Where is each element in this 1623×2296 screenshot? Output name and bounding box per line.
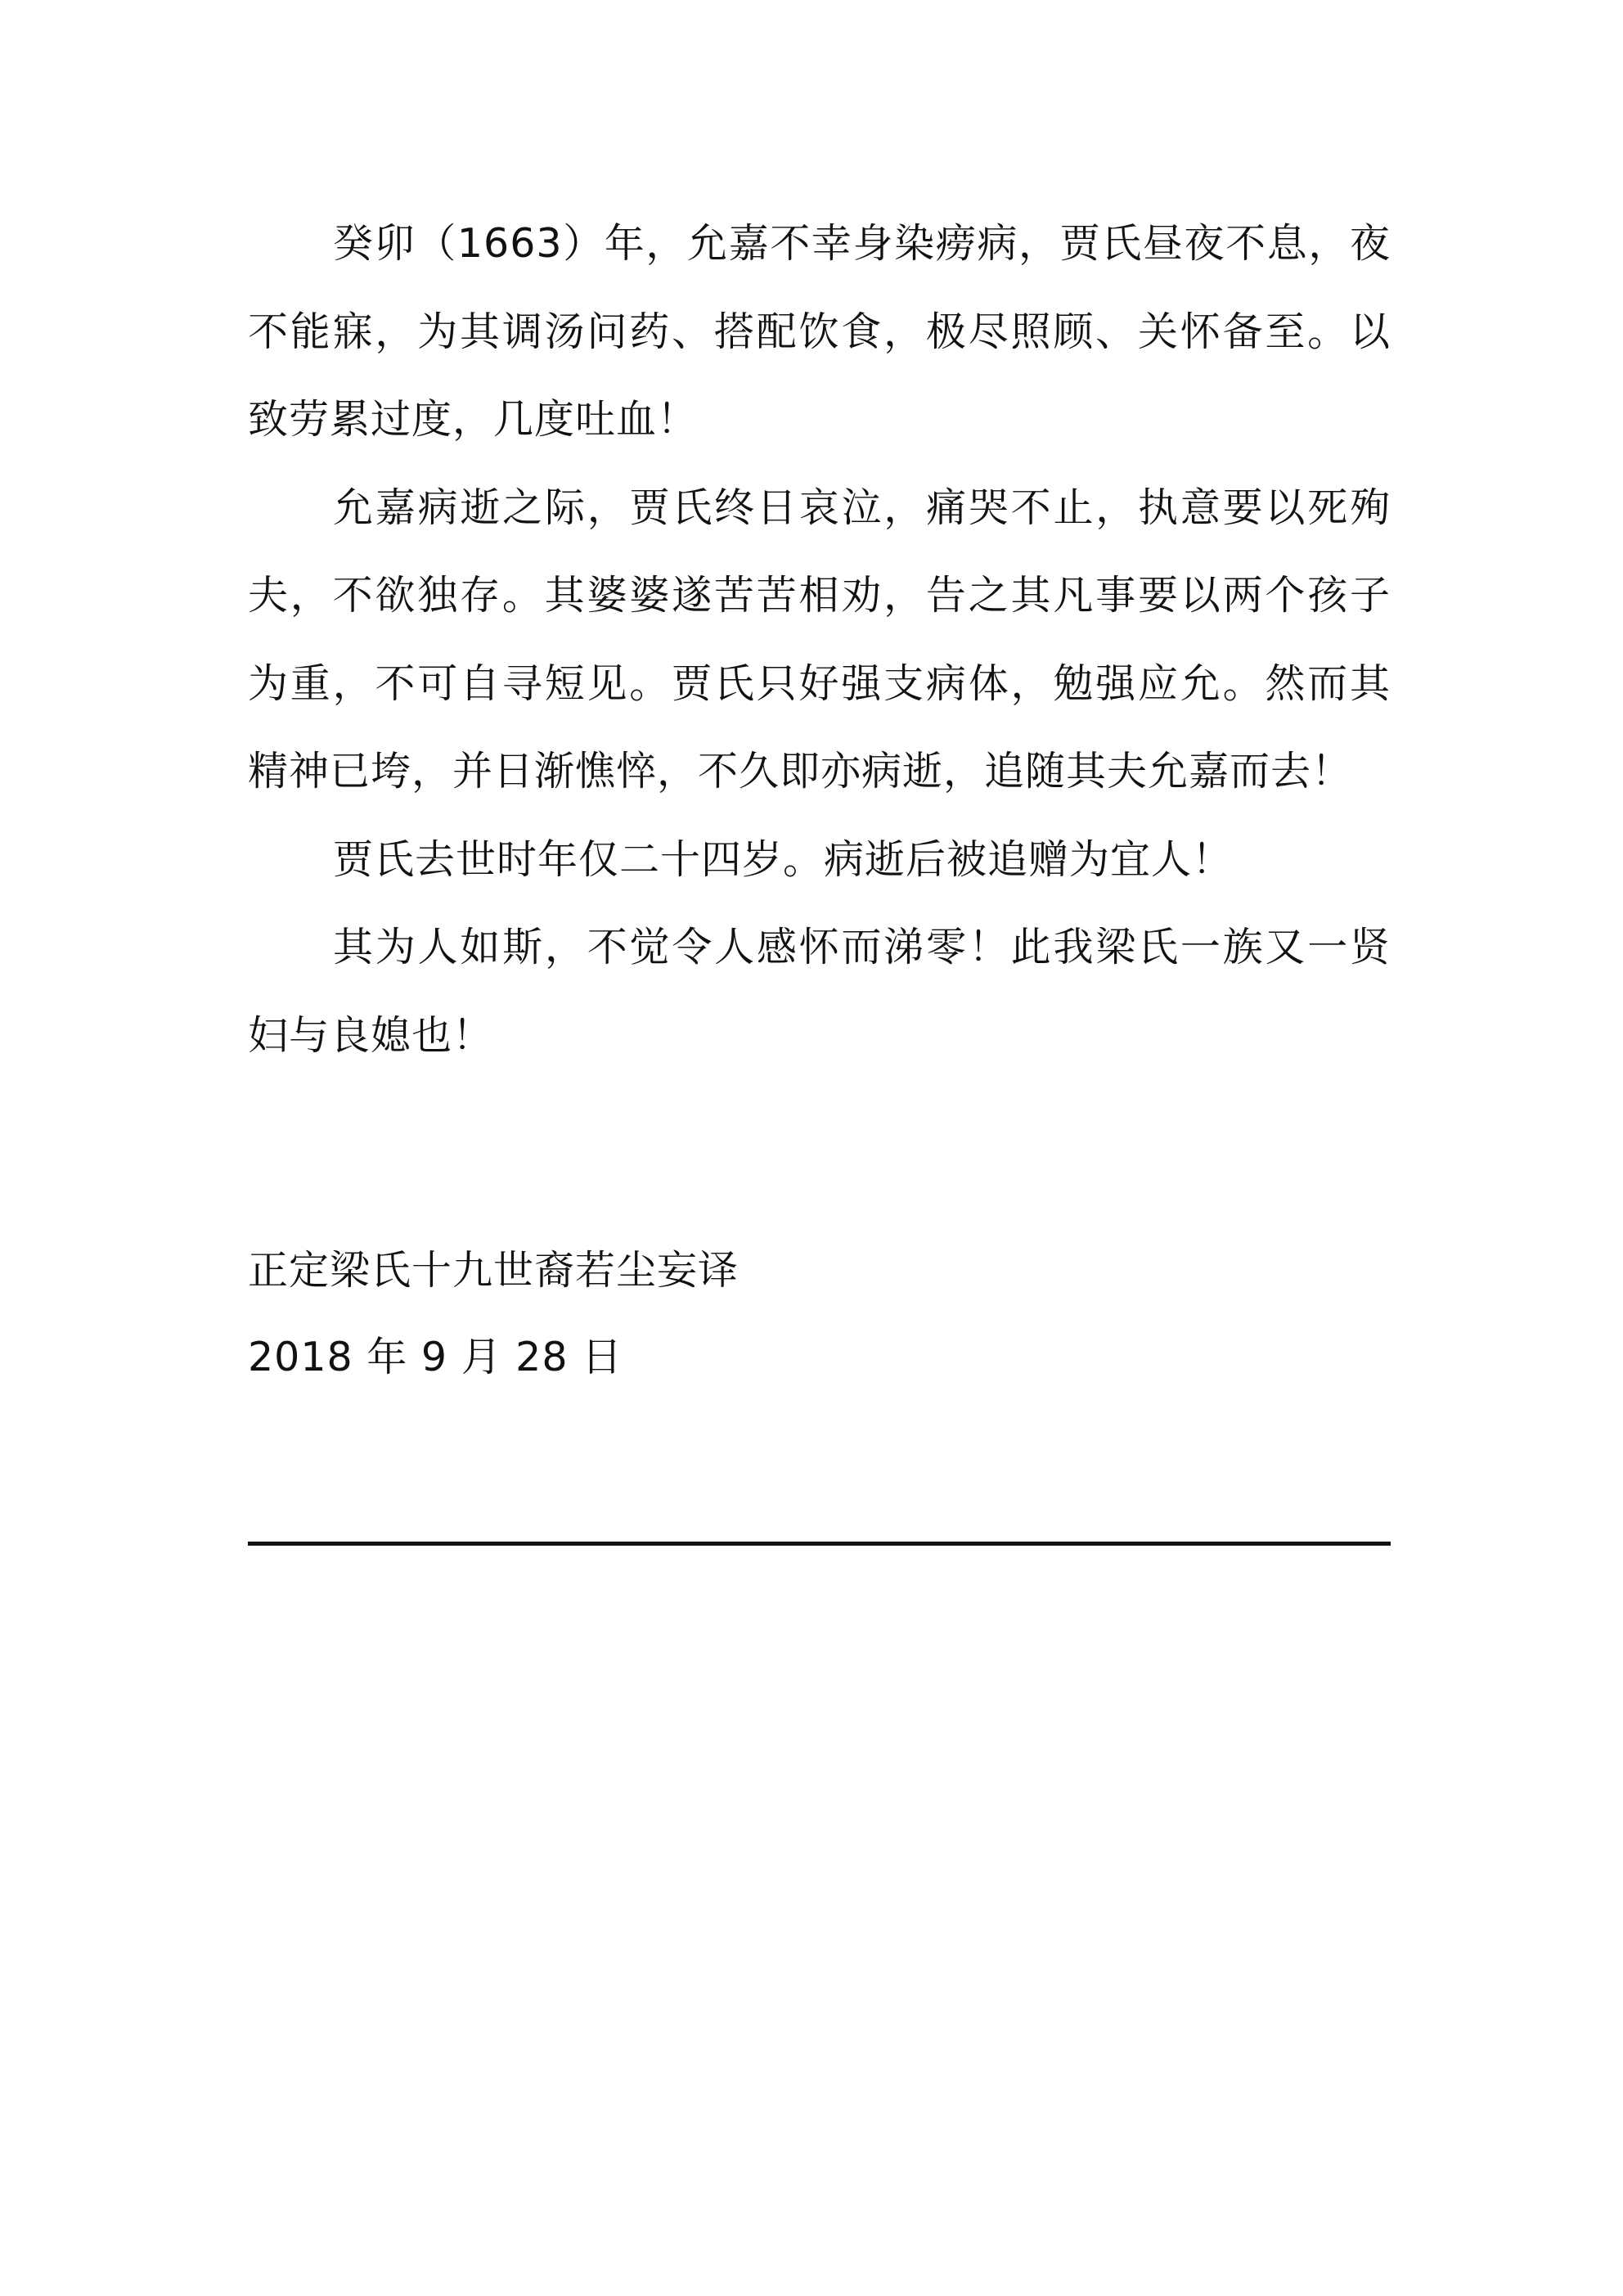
translator-line: 正定梁氏十九世裔若尘妄译 [248,1247,740,1294]
paragraph-3: 贾氏去世时年仅二十四岁。病逝后被追赠为宜人！ [333,835,1234,883]
paragraph-4: 其为人如斯，不觉令人感怀而涕零！此我梁氏一族又一贤妇与良媳也！ [248,924,1391,1059]
paragraph-2: 允嘉病逝之际，贾氏终日哀泣，痛哭不止，执意要以死殉夫，不欲独存。其婆婆遂苦苦相劝，告之其凡事要以两个孩子为重，不可自寻短见。贾氏只好强支病体，勉强应允。然而其精神已垮，并日渐憔悴，不久即亦病逝，追随其夫允嘉而去！ [248,484,1391,795]
footnote-divider [248,1542,1391,1546]
paragraph-1: 癸卯（1663）年，允嘉不幸身染痨病，贾氏昼夜不息，夜不能寐，为其调汤问药、搭配饮食，极尽照顾、关怀备至。以致劳累过度，几度吐血！ [248,220,1391,443]
date-line: 2018 年 9 月 28 日 [248,1334,623,1380]
signature-block [248,1227,1391,1401]
body-text [248,200,1391,1079]
